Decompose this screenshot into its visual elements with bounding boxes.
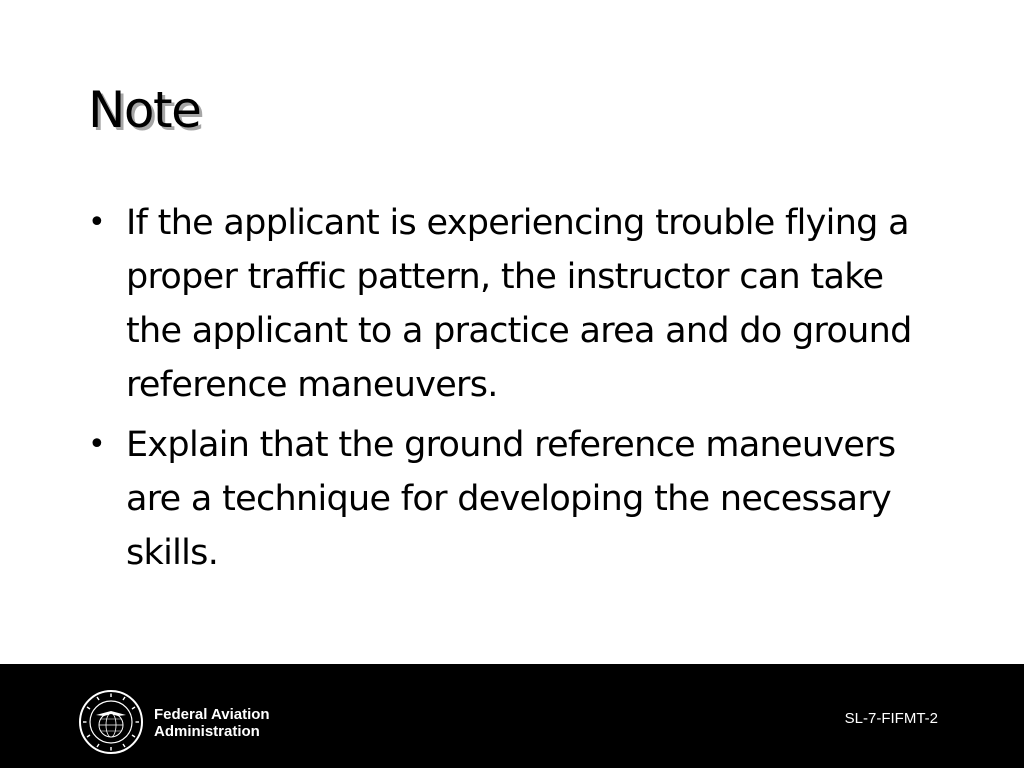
bullet-marker: • <box>88 205 105 240</box>
organization-name-line1: Federal Aviation <box>154 706 270 723</box>
bullet-text: If the applicant is experiencing trouble flying a proper traffic pattern, the instructor can take the applicant to a practice area and do ground reference maneuvers. <box>126 203 912 405</box>
bullet-list <box>88 196 918 586</box>
bullet-item <box>88 196 918 412</box>
organization-name-line2: Administration <box>154 723 260 740</box>
bullet-text: Explain that the ground reference maneuvers are a technique for developing the necessary skills. <box>126 425 896 573</box>
faa-seal-icon <box>78 689 144 755</box>
organization-name <box>154 706 270 740</box>
footer-bar <box>0 664 1024 768</box>
bullet-marker: • <box>88 427 105 462</box>
slide-title: Note <box>88 81 201 139</box>
slide-code: SL-7-FIFMT-2 <box>844 710 938 727</box>
bullet-item <box>88 418 918 580</box>
